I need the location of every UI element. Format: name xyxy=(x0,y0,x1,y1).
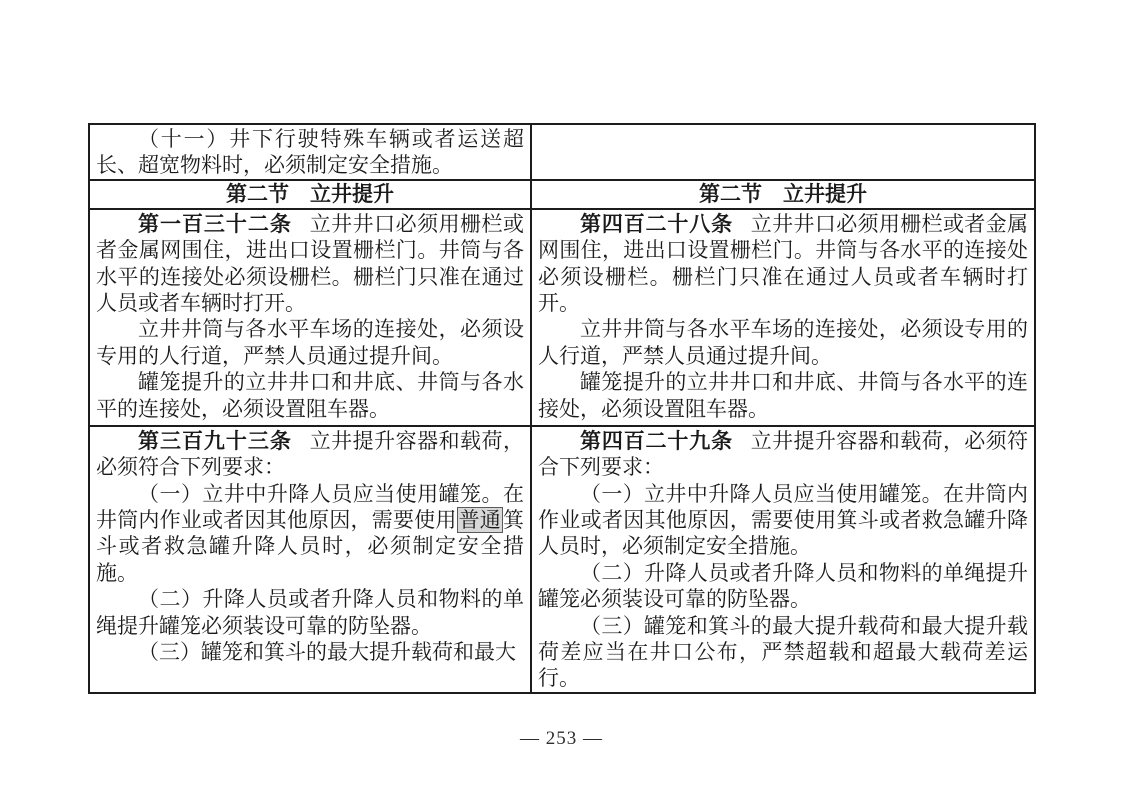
table-row-intro xyxy=(89,124,1035,180)
article-number-132: 第一百三十二条 xyxy=(138,211,292,236)
article-number-428: 第四百二十八条 xyxy=(580,211,733,236)
paragraph xyxy=(96,428,524,481)
page-number: — 253 — xyxy=(520,728,603,749)
highlighted-text: 普通 xyxy=(458,508,501,533)
paragraph xyxy=(96,481,524,587)
paragraph: （三）罐笼和箕斗的最大提升载荷和最大 xyxy=(138,640,516,665)
paragraph xyxy=(538,211,1028,317)
table-row-section-header xyxy=(89,180,1035,209)
article-text: 立井井口必须用栅栏或者金属网围住，进出口设置栅栏门。井筒与各水平的连接处必须设栅栏。栅栏门只准在通过人员或者车辆时打开。 xyxy=(96,211,525,316)
item-1-text-pre: （一）立井中升降人员应当使用罐笼。在井筒内作业或者因其他原因，需要使用 xyxy=(96,481,524,533)
table-row-article-shaft-mouth xyxy=(89,209,1035,426)
article-text: 立井提升容器和载荷，必须符合下列要求： xyxy=(96,428,525,480)
article-text: 立井井口必须用栅栏或者金属网围住，进出口设置栅栏门。井筒与各水平的连接处必须设栅栏。栅栏门只准在通过人员或者车辆时打开。 xyxy=(538,211,1028,316)
cell-intro-right-empty xyxy=(531,124,1035,180)
section-header-left: 第二节 立井提升 xyxy=(89,180,531,209)
paragraph: （二）升降人员或者升降人员和物料的单绳提升罐笼必须装设可靠的防坠器。 xyxy=(538,560,1028,612)
article-number-429: 第四百二十九条 xyxy=(580,428,733,453)
article-text: 立井提升容器和载荷，必须符合下列要求： xyxy=(538,428,1028,480)
table-row-article-hoisting-vessel xyxy=(89,426,1035,693)
article-number-393: 第三百九十三条 xyxy=(138,428,292,453)
paragraph xyxy=(538,428,1028,481)
paragraph xyxy=(96,211,524,317)
cell-article-429 xyxy=(531,426,1035,693)
paragraph: （二）升降人员或者升降人员和物料的单绳提升罐笼必须装设可靠的防坠器。 xyxy=(96,587,524,638)
section-header-right: 第二节 立井提升 xyxy=(531,180,1035,209)
cell-article-132 xyxy=(89,209,531,426)
cell-intro-left xyxy=(89,124,531,180)
paragraph: 立井井筒与各水平车场的连接处，必须设专用的人行道，严禁人员通过提升间。 xyxy=(538,317,1028,368)
item-1-text-post: 箕斗或者救急罐升降人员时，必须制定安全措施。 xyxy=(96,508,524,585)
paragraph-item-11: （十一）井下行驶特殊车辆或者运送超长、超宽物料时，必须制定安全措施。 xyxy=(96,127,524,178)
paragraph: 立井井筒与各水平车场的连接处，必须设专用的人行道，严禁人员通过提升间。 xyxy=(96,317,524,368)
paragraph: （三）罐笼和箕斗的最大提升载荷和最大提升载荷差应当在井口公布，严禁超载和超最大载荷差运行。 xyxy=(538,613,1028,691)
paragraph: （一）立井中升降人员应当使用罐笼。在井筒内作业或者因其他原因，需要使用箕斗或者救急罐升降人员时，必须制定安全措施。 xyxy=(538,481,1028,559)
regulation-comparison-table xyxy=(88,123,1036,694)
paragraph: 罐笼提升的立井井口和井底、井筒与各水平的连接处，必须设置阻车器。 xyxy=(538,370,1028,421)
cell-article-428 xyxy=(531,209,1035,426)
cell-article-393 xyxy=(89,426,531,693)
paragraph: 罐笼提升的立井井口和井底、井筒与各水平的连接处，必须设置阻车器。 xyxy=(96,370,524,421)
